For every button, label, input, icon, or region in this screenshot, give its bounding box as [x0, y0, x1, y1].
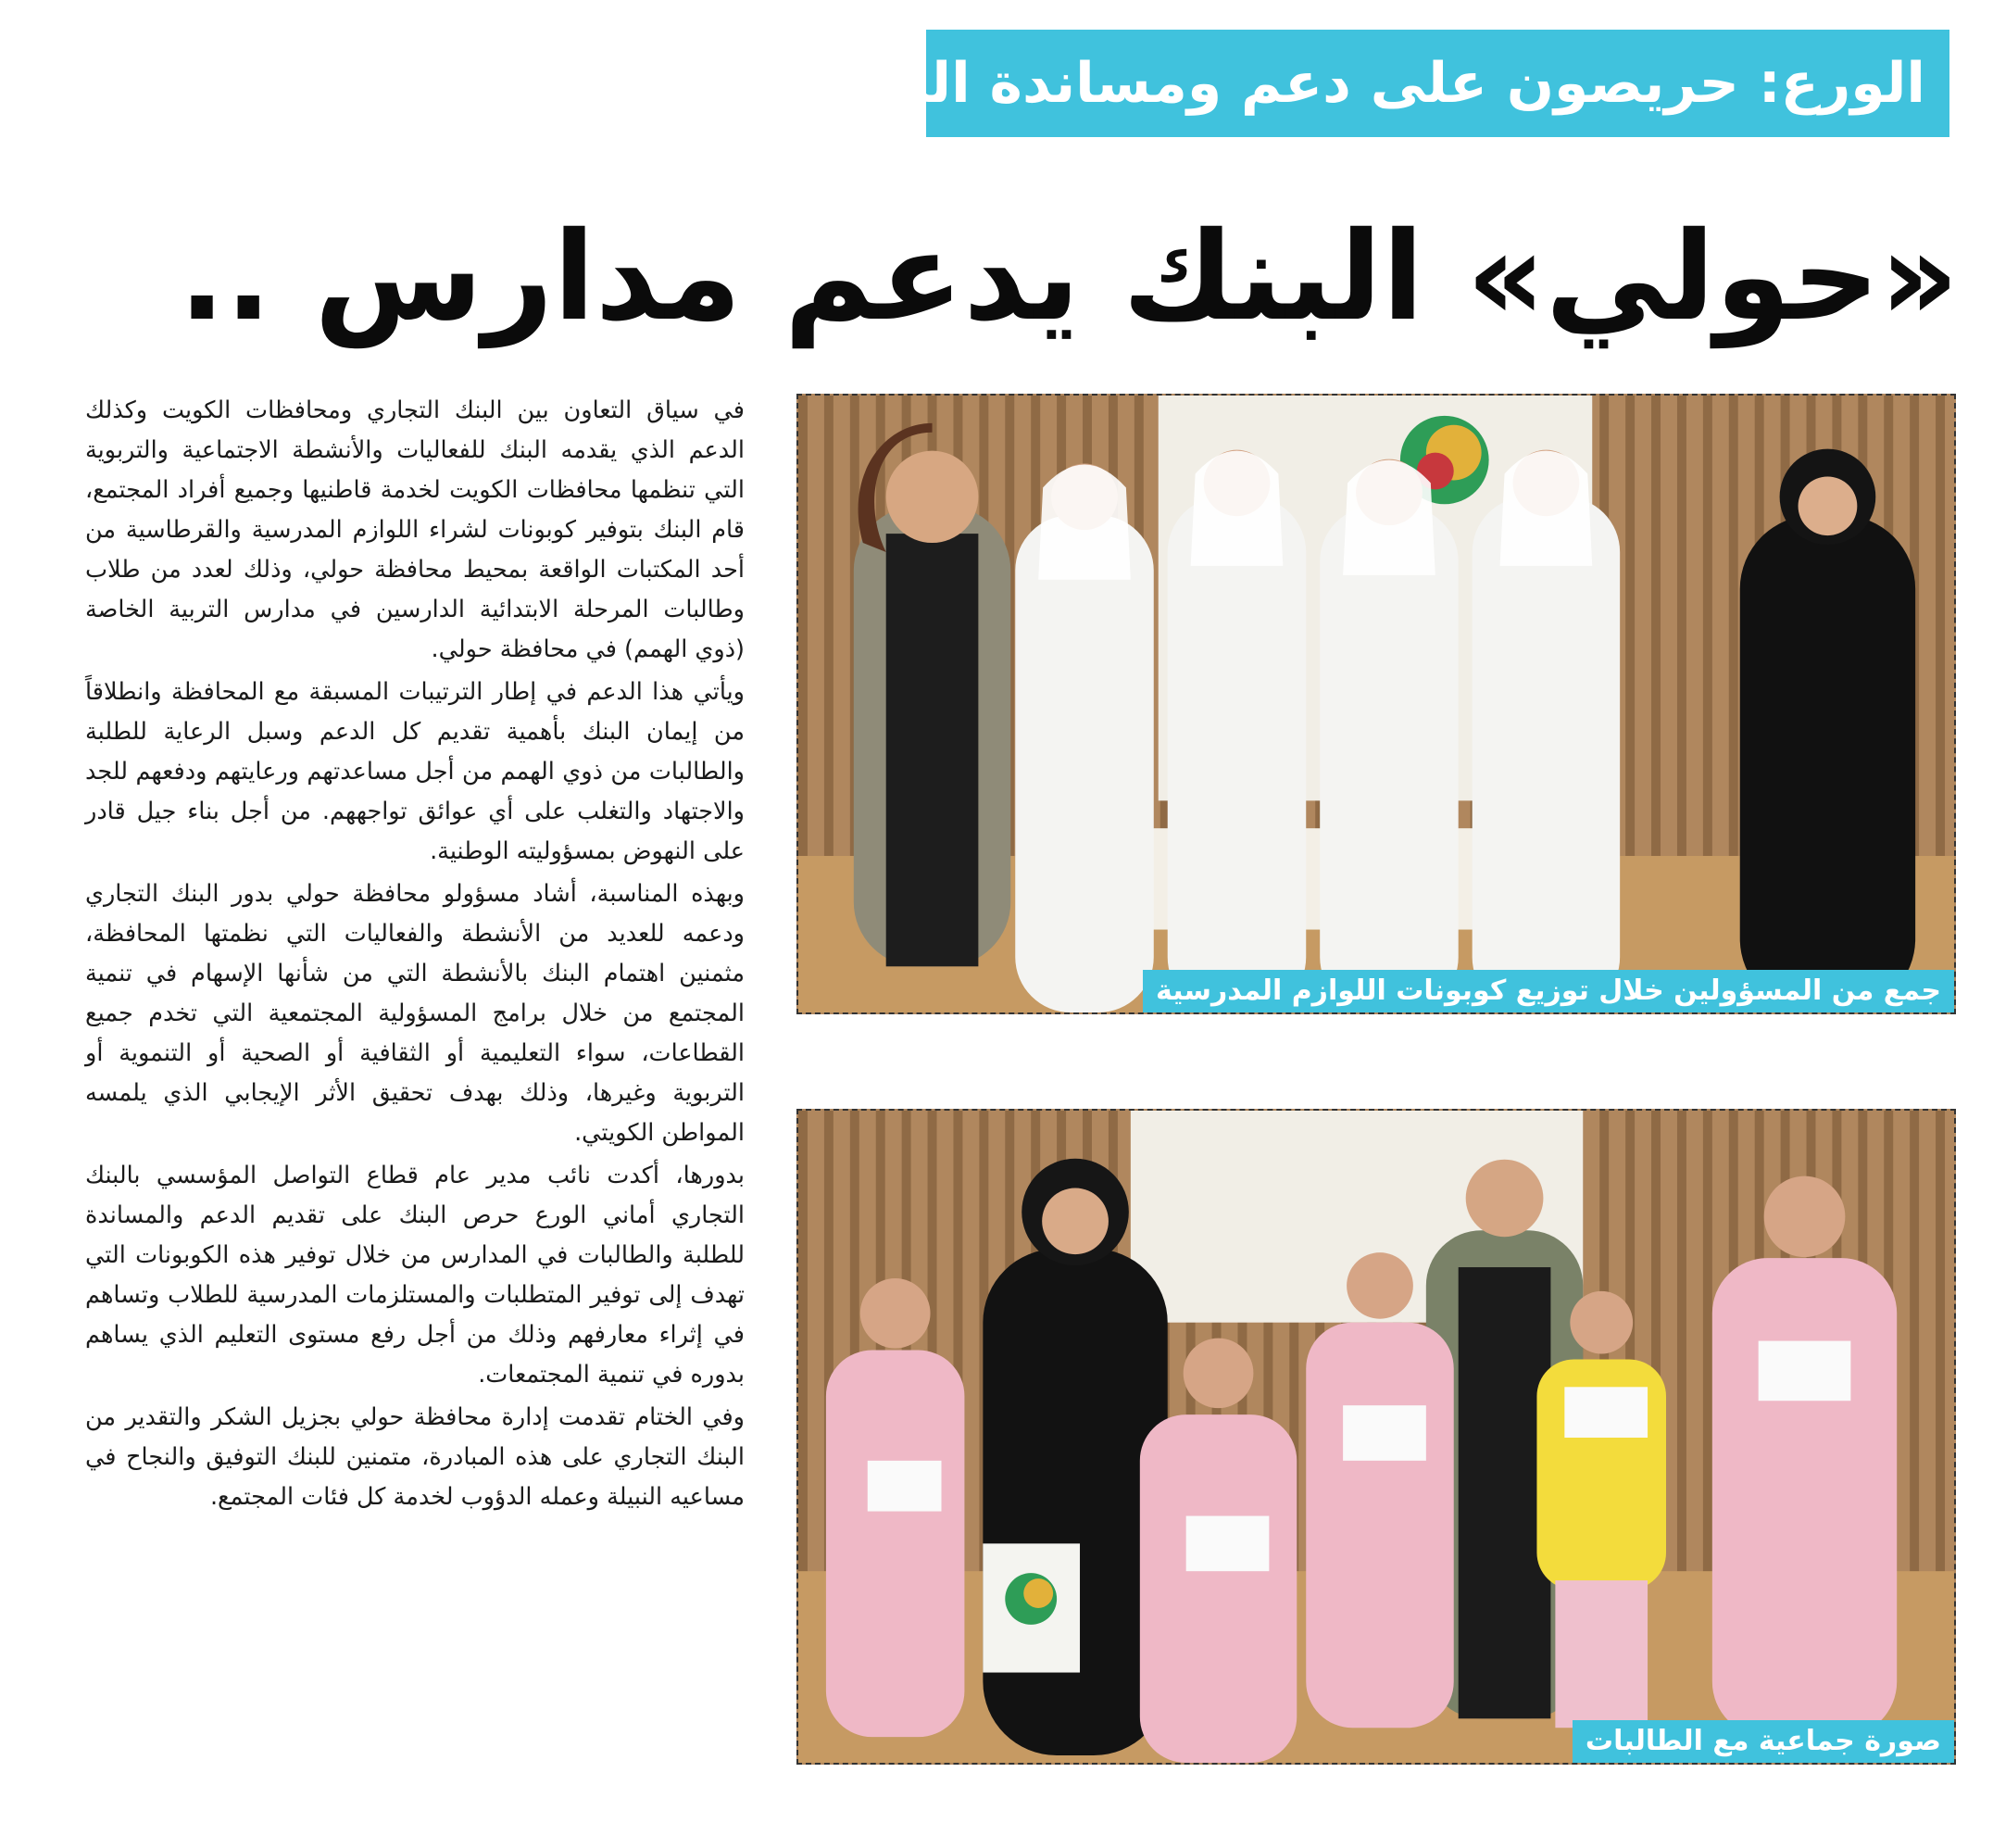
article-body [85, 391, 745, 1799]
headline: «حولي» البنك يدعم مدارس .. [179, 206, 1959, 348]
photo-officials [796, 394, 1956, 1014]
kicker-text: الورع: حريصون على دعم ومساندة الطلبة [796, 51, 1925, 116]
photo-officials-caption: جمع من المسؤولين خلال توزيع كوبونات اللوازم المدرسية [1143, 970, 1954, 1012]
photo-officials-illustration [798, 396, 1954, 1012]
photo-students [796, 1109, 1956, 1765]
photo-students-illustration [798, 1111, 1954, 1763]
article-paragraph: وفي الختام تقدمت إدارة محافظة حولي بجزيل الشكر والتقدير من البنك التجاري على هذه المبادرة، متمنين للبنك التوفيق والنجاح في مساعيه النبيلة وعمله الدؤوب لخدمة كل فئات المجتمع. [85, 1403, 745, 1511]
article-paragraph: في سياق التعاون بين البنك التجاري ومحافظات الكويت وكذلك الدعم الذي يقدمه البنك للفعاليات والأنشطة الاجتماعية والتربوية التي تنظمها محافظات الكويت لخدمة قاطنيها وجميع أفراد المجتمع، قام البنك بتوفير كوبونات لشراء اللوازم المدرسية والقرطاسية من أحد المكتبات الواقعة بمحيط محافظة حولي، وذلك لعدد من طلاب وطالبات المرحلة الابتدائية الدارسين في مدارس التربية الخاصة (ذوي الهمم) في محافظة حولي. [85, 396, 745, 663]
article-paragraph: ويأتي هذا الدعم في إطار الترتيبات المسبقة مع المحافظة وانطلاقاً من إيمان البنك بأهمية تقديم كل الدعم وسبل الرعاية للطلبة والطالبات من ذوي الهمم من أجل مساعدتهم ورعايتهم ودفعهم للجد والاجتهاد والتغلب على أي عوائق تواجههم. من أجل بناء جيل قادر على النهوض بمسؤوليته الوطنية. [85, 678, 745, 865]
photo-students-caption: صورة جماعية مع الطالبات [1573, 1720, 1954, 1763]
article-paragraph: بدورها، أكدت نائب مدير عام قطاع التواصل المؤسسي بالبنك التجاري أماني الورع حرص البنك على تقديم الدعم والمساندة للطلبة والطالبات في المدارس من خلال توفير هذه الكوبونات التي تهدف إلى توفير المتطلبات والمستلزمات المدرسية للطلاب وتساهم في إثراء معارفهم وذلك من أجل رفع مستوى التعليم الذي يساهم بدوره في تنمية المجتمعات. [85, 1162, 745, 1389]
kicker-banner [796, 30, 1949, 137]
article-paragraph: وبهذه المناسبة، أشاد مسؤولو محافظة حولي بدور البنك التجاري ودعمه للعديد من الأنشطة والفعاليات التي نظمتها المحافظة، مثمنين اهتمام البنك بالأنشطة التي من شأنها الإسهام في تنمية المجتمع من خلال برامج المسؤولية المجتمعية التي تخدم جميع القطاعات، سواء التعليمية أو الثقافية أو الصحية أو التنموية أو التربوية وغيرها، وذلك بهدف تحقيق الأثر الإيجابي الذي يلمسه المواطن الكويتي. [85, 880, 745, 1147]
